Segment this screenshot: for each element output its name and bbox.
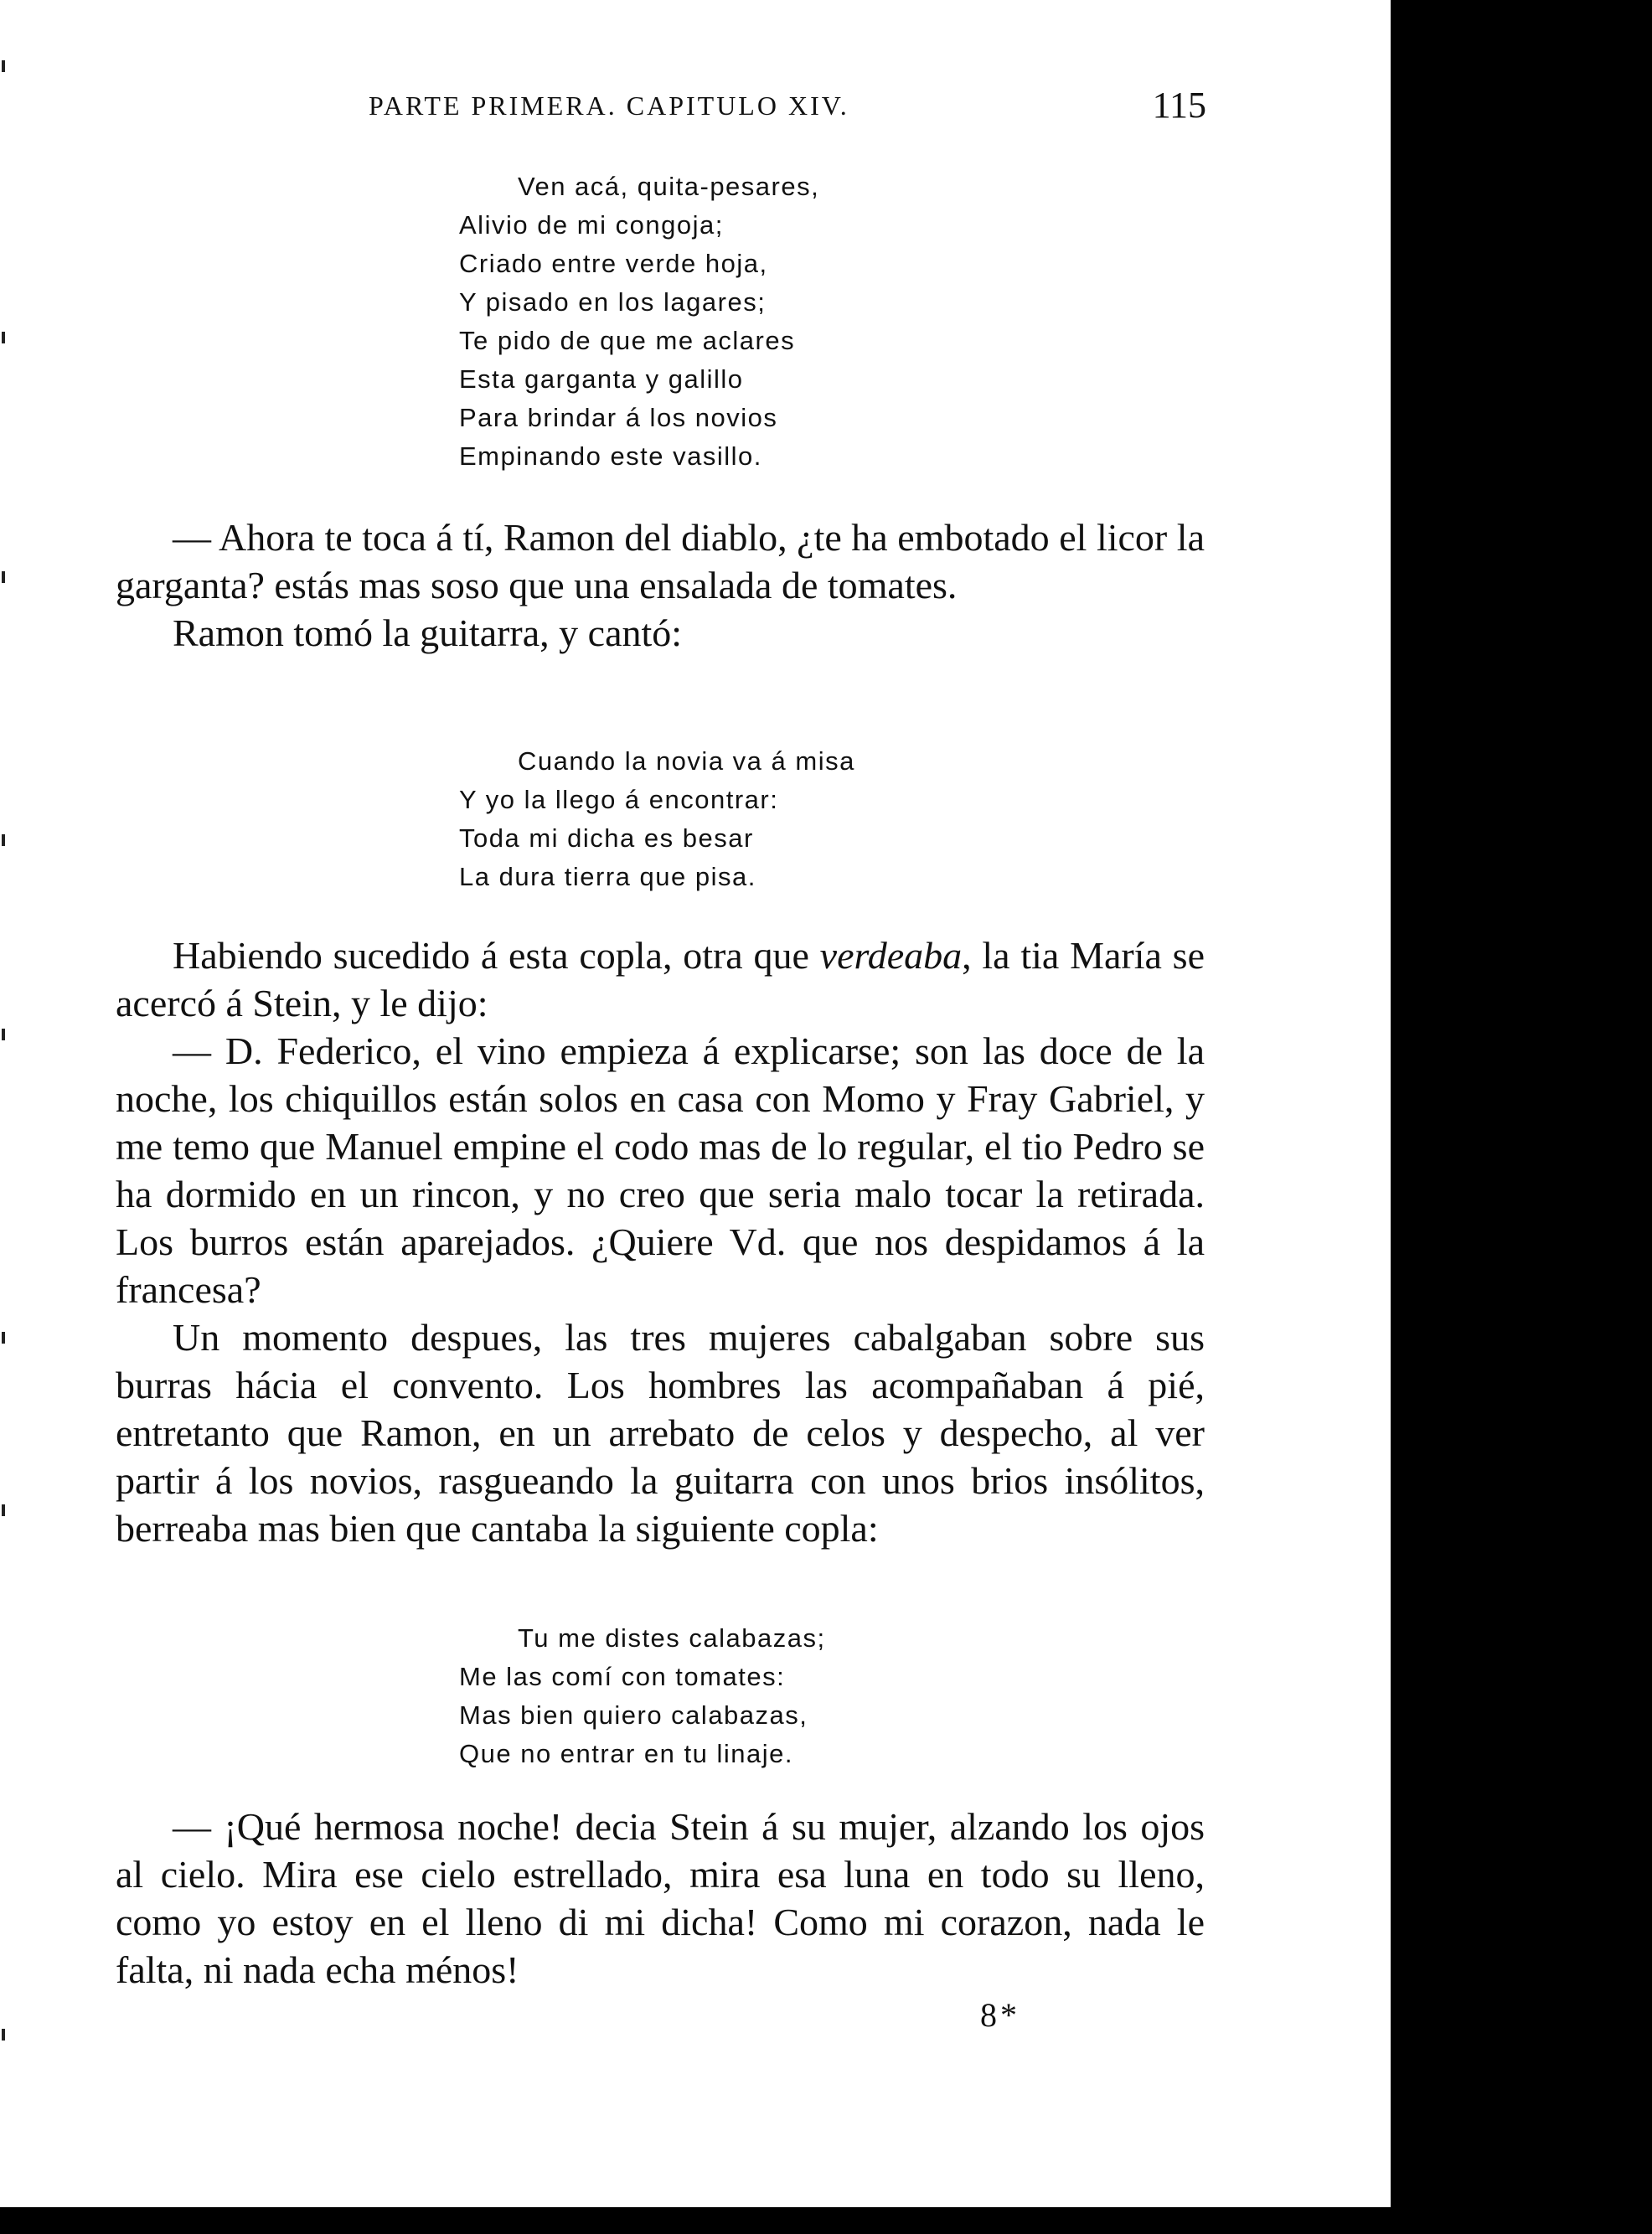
verse-line: Alivio de mi congoja; [459,210,724,240]
verse-line: Y pisado en los lagares; [459,287,767,317]
scan-mark [2,1332,5,1344]
verse-line: Y yo la llego á encontrar: [459,785,779,814]
paragraph-text: Habiendo sucedido á esta copla, otra que [173,934,820,977]
verse-stanza-3 [459,1619,826,1773]
verse-line: Criado entre verde hoja, [459,249,768,278]
paragraph: Ramon tomó la guitarra, y cantó: [173,611,683,654]
scan-mark [2,571,5,583]
verse-line: Mas bien quiero calabazas, [459,1700,808,1730]
prose-block-2 [116,931,1205,1552]
prose-block-3 [116,1803,1205,1994]
page-number: 115 [1152,85,1206,126]
paragraph [116,931,1205,1027]
scan-mark [2,834,5,846]
verse-line: La dura tierra que pisa. [459,862,756,891]
running-title: PARTE PRIMERA. CAPITULO XIV. [369,90,849,121]
scan-mark [2,1504,5,1516]
verse-line: Empinando este vasillo. [459,441,762,471]
verse-stanza-1 [459,168,819,476]
paragraph-text: , la tia María se acercó á Stein, y le dijo: [116,934,1205,1024]
verse-line: Cuando la novia va á misa [518,746,855,776]
paragraph: — D. Federico, el vino empieza á explicarse; son las doce de la noche, los chiquillos están solos en casa con Momo y Fray Gabriel, y me temo que Manuel empine el codo mas de lo regular, el tio Pedro se ha dormido en un rincon, y no creo que seria malo tocar la retirada. Los burros están aparejados. ¿Quiere Vd. que nos despidamos á la francesa? [116,1029,1205,1311]
paragraph: — Ahora te toca á tí, Ramon del diablo, ¿te ha embotado el licor la garganta? estás mas soso que una ensalada de tomates. [116,516,1205,606]
scan-mark [2,1029,5,1040]
verse-line: Esta garganta y galillo [459,364,744,394]
verse-line: Que no entrar en tu linaje. [459,1739,793,1768]
scan-mark [2,2029,5,2041]
scan-mark [2,332,5,343]
verse-line: Ven acá, quita-pesares, [518,172,820,201]
paragraph: Un momento despues, las tres mujeres cabalgaban sobre sus burras hácia el convento. Los hombres las acompañaban á pié, entretanto que Ramon, en un arrebato de celos y despecho, al ver partir á los novios, rasgueando la guitarra con unos brios insólitos, berreaba mas bien que cantaba la siguiente copla: [116,1316,1205,1550]
verse-line: Para brindar á los novios [459,403,778,432]
signature-mark: 8* [980,1996,1020,2034]
verse-line: Toda mi dicha es besar [459,823,754,853]
prose-block-1 [116,513,1205,657]
italic-word: verdeaba [819,934,963,977]
paragraph: — ¡Qué hermosa noche! decia Stein á su mujer, alzando los ojos al cielo. Mira ese cielo estrellado, mira esa luna en todo su lleno, como yo estoy en el lleno di mi dicha! Como mi corazon, nada le falta, ni nada echa ménos! [116,1805,1205,1991]
verse-stanza-2 [459,742,855,896]
verse-line: Tu me distes calabazas; [518,1623,826,1653]
verse-line: Te pido de que me aclares [459,326,796,355]
scan-mark [2,60,5,72]
verse-line: Me las comí con tomates: [459,1662,786,1691]
page-header [369,80,1206,131]
